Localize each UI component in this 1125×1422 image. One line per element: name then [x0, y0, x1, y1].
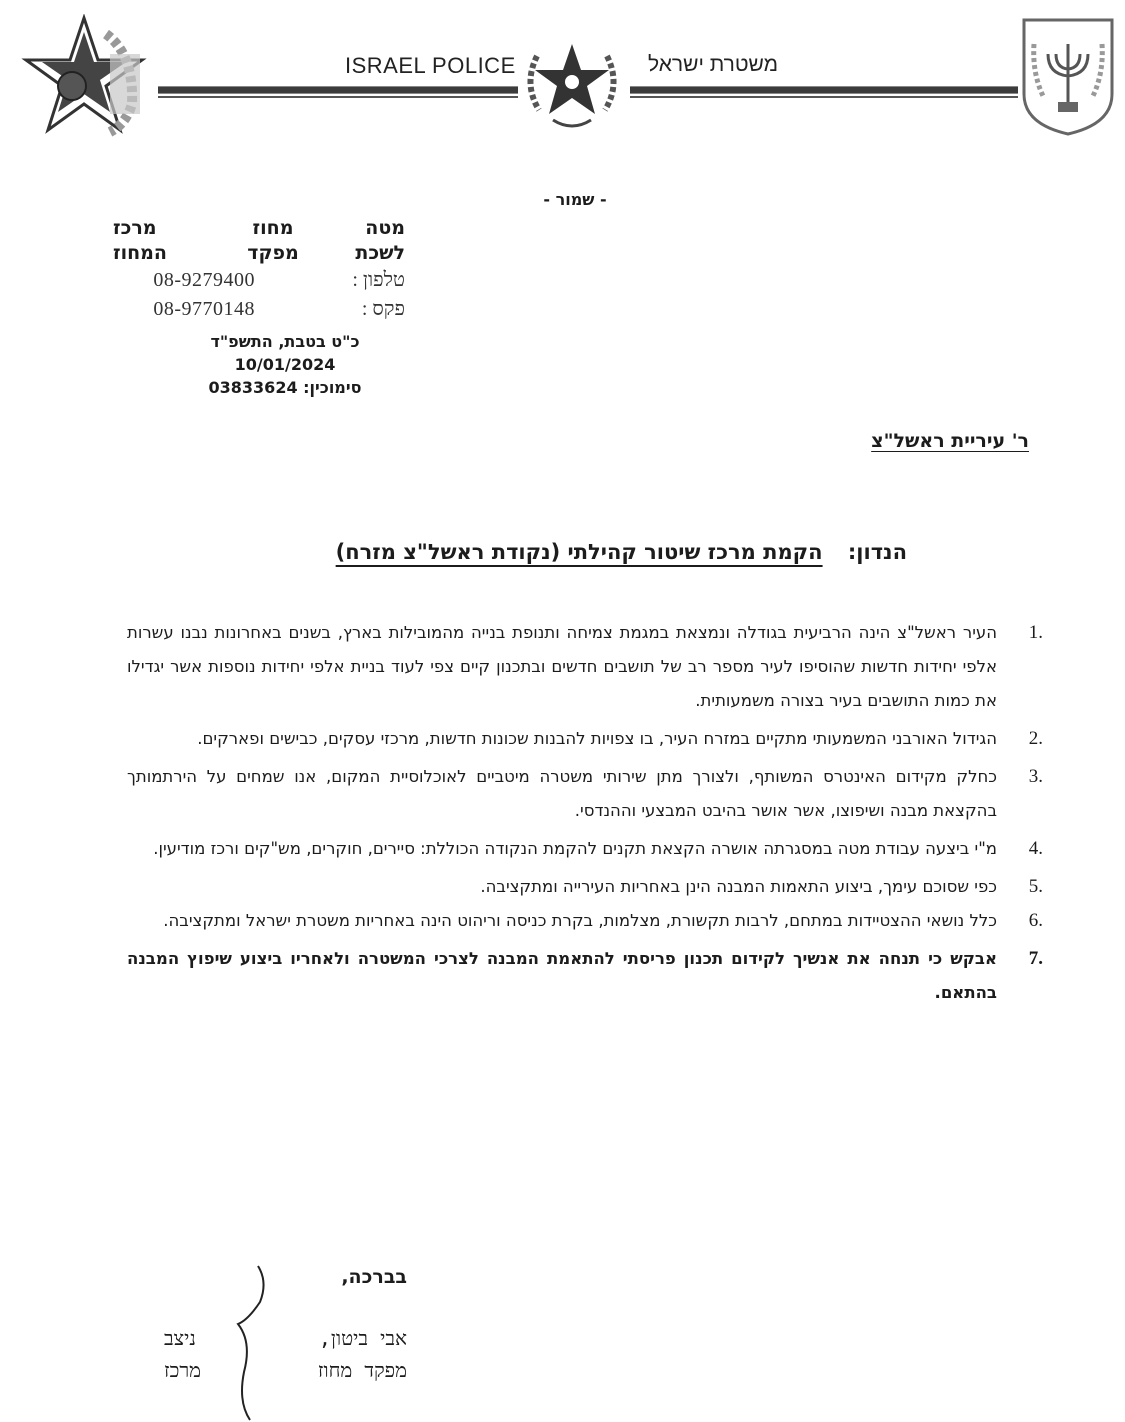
state-emblem-icon [1018, 14, 1118, 138]
sender-commander: מפקד [247, 242, 299, 264]
list-item: 6. כלל נושאי ההצטיידות במתחם, לרבות תקשורת, מצלמות, בקרת כניסה וריהוט הינה באחריות משטרת ישראל ומתקציבה. [163, 910, 1043, 931]
police-badge-left-icon [14, 14, 154, 142]
sender-row-1 [113, 216, 405, 241]
sender-district: מחוז [252, 217, 294, 239]
header-rule-left [158, 86, 518, 94]
list-item: 4. מ"י ביצעה עבודת מטה במסגרתה אושרה הקצאת תקנים להקמת הנקודה הכוללת: סיירים, חוקרים, מש"קים ורכז מודיעין. [153, 838, 1043, 859]
classification-label: - שמור - [543, 190, 607, 209]
subject-label: הנדון: [847, 540, 907, 564]
reference-number: סימוכין: 03833624 [208, 378, 362, 397]
phone-row [113, 266, 405, 295]
recipient: ר' עיריית ראשל"צ [871, 430, 1029, 452]
police-badge-center-icon [517, 36, 627, 132]
brand-english: ISRAEL POLICE [345, 53, 516, 78]
subject-text: הקמת מרכז שיטור קהילתי (נקודת ראשל"צ מזרח) [335, 540, 823, 564]
body-list [127, 616, 1043, 1010]
subject-line [336, 540, 907, 564]
closing-greeting: בברכה, [341, 1266, 407, 1288]
fax-row [113, 295, 405, 324]
sender-block [113, 216, 405, 324]
fax-number: 08-9770148 [153, 298, 255, 320]
phone-label: טלפון : [352, 269, 405, 291]
list-item: 5. כפי שסוכם עימך, ביצוע התאמות המבנה הינן באחריות העירייה ומתקציבה. [480, 876, 1043, 897]
list-item: 1. העיר ראשל"צ הינה הרביעית בגודלה ונמצאת במגמת צמיחה ותנופת בנייה מהמובילות בארץ, בשנים באחרונות נבנו עשרות אלפי יחידות חדשות שהוסיפו לעיר מספר רב של תושבים חדשים ובתכנון קיים צפי לעוד בניית אלפי יחידות נוספות אשר יגדילו את כמות התושבים בעיר בצורה משמעותית. [127, 622, 1043, 710]
phone-number: 08-9279400 [153, 269, 255, 291]
list-item: 2. הגידול האורבני המשמעותי מתקיים במזרח העיר, בו צפויות להבנות שכונות חדשות, מרכזי עסקים, כבישים ופארקים. [197, 728, 1043, 749]
handwritten-signature [208, 1262, 288, 1422]
header-rule-right [630, 86, 1018, 94]
sender-office: לשכת [355, 242, 405, 264]
brand-hebrew: משטרת ישראל [648, 53, 779, 76]
fax-label: פקס : [361, 298, 405, 320]
hebrew-date: כ"ט בטבת, התשפ"ד [210, 332, 360, 351]
date-block [165, 330, 405, 399]
signer-name: אבי ביטון, [318, 1326, 407, 1350]
header-rule-left-thin [158, 96, 518, 98]
signer-rank: ניצב [164, 1326, 196, 1350]
sender-center: מרכז [113, 217, 157, 239]
sender-of-district: המחוז [113, 242, 167, 264]
sender-hq: מטה [365, 217, 405, 239]
signer-title: מפקד מחוז [317, 1358, 407, 1382]
list-item: 3. כחלק מקידום האינטרס המשותף, ולצורך מתן שירותי משטרה מיטביים לאוכלוסיית המקום, אנו שמחים על הירתמותך בהקצאת מבנה ושיפוצו, אשר אושר בהיבט המבצעי וההנדסי. [127, 766, 1043, 820]
gregorian-date: 10/01/2024 [234, 355, 336, 374]
signer-district: מרכז [164, 1358, 202, 1382]
header-rule-right-thin [630, 96, 1018, 98]
list-item: 7. אבקש כי תנחה את אנשיך לקידום תכנון פריסתי להתאמת המבנה לצרכי המשטרה ולאחריו ביצוע שיפוץ המבנה בהתאם. [127, 948, 1043, 1002]
sender-row-2 [113, 241, 405, 266]
